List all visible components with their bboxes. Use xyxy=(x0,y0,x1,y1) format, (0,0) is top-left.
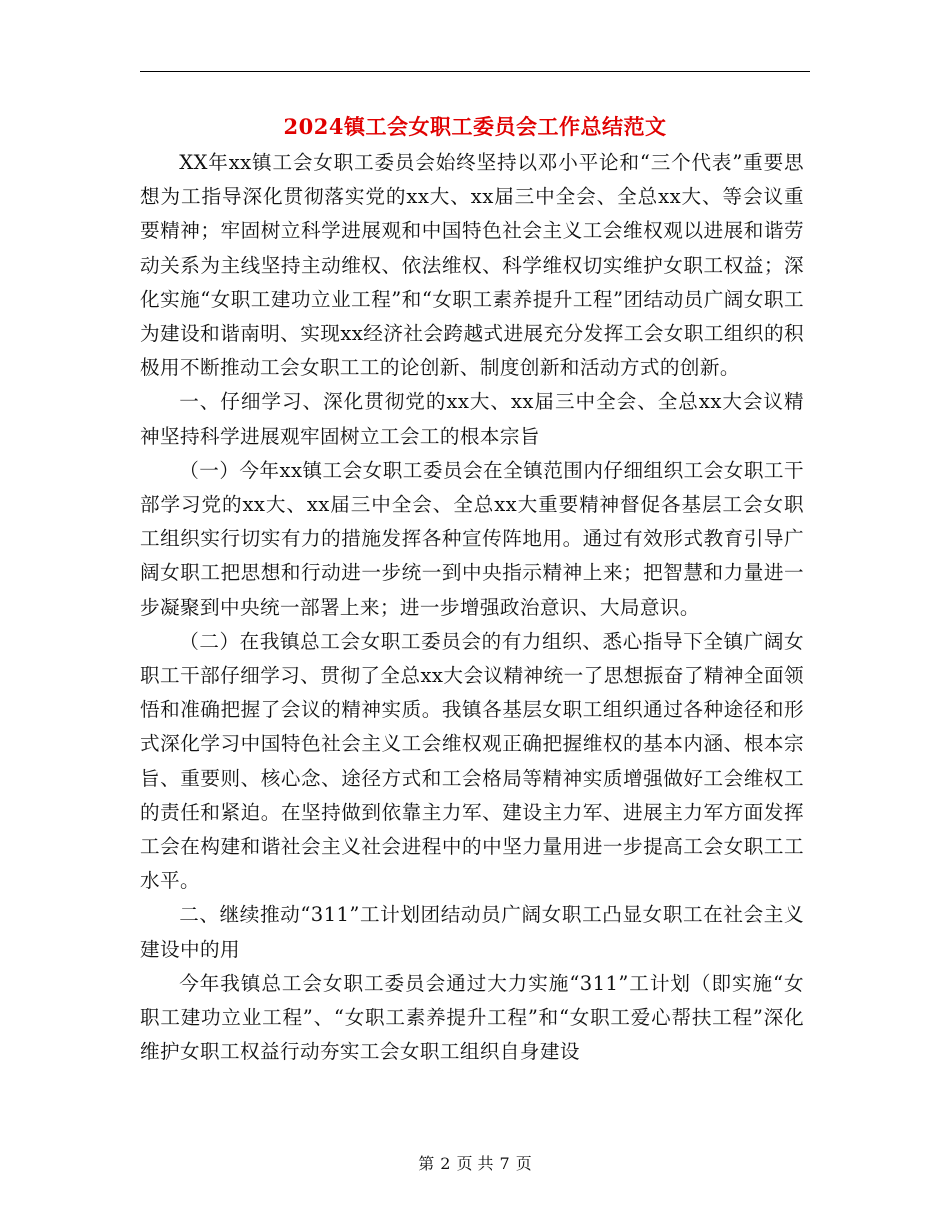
paragraph-2-1: 今年我镇总工会女职工委员会通过大力实施“311”工计划（即实施“女职工建功立业工程”、“女职工素养提升工程”和“女职工爱心帮扶工程”深化维护女职工权益行动夯实工会女职工组织自身建设 xyxy=(140,971,804,1064)
paragraph-1-1: （一）今年xx镇工会女职工委员会在全镇范围内仔细组织工会女职工干部学习党的xx大、xx届三中全会、全总xx大重要精神督促各基层工会女职工组织实行切实有力的措施发挥各种宣传阵地用。通过有效形式教育引导广阔女职工把思想和行动进一步统一到中央指示精神上来；把智慧和力量进一步凝聚到中央统一部署上来；进一步增强政治意识、大局意识。 xyxy=(140,458,804,619)
footer-total-pages: 7 xyxy=(499,1154,510,1173)
section-heading-2: 二、继续推动“311”工计划团结动员广阔女职工凸显女职工在社会主义建设中的用 xyxy=(140,903,804,961)
document-body xyxy=(140,146,804,1069)
document-title: 2024镇工会女职工委员会工作总结范文 xyxy=(283,114,667,139)
paragraph-1-2: （二）在我镇总工会女职工委员会的有力组织、悉心指导下全镇广阔女职工干部仔细学习、贯彻了全总xx大会议精神统一了思想振奋了精神全面领悟和准确把握了会议的精神实质。我镇各基层女职工组织通过各种途径和形式深化学习中国特色社会主义工会维权观正确把握维权的基本内涵、根本宗旨、重要则、核心念、途径方式和工会格局等精神实质增强做好工会维权工的责任和紧迫。在坚持做到依靠主力军、建设主力军、进展主力军方面发挥工会在构建和谐社会主义社会进程中的中坚力量用进一步提高工会女职工工水平。 xyxy=(140,629,804,893)
footer-mid: 页 共 xyxy=(456,1154,494,1173)
footer-page-number: 2 xyxy=(440,1154,451,1173)
header-rule xyxy=(140,71,810,72)
page-footer xyxy=(140,1152,810,1176)
footer-suffix: 页 xyxy=(515,1154,532,1173)
footer-prefix: 第 xyxy=(418,1154,435,1173)
paragraph-intro: XX年xx镇工会女职工委员会始终坚持以邓小平论和“三个代表”重要思想为工指导深化贯彻落实党的xx大、xx届三中全会、全总xx大、等会议重要精神；牢固树立科学进展观和中国特色社会主义工会维权观以进展和谐劳动关系为主线坚持主动维权、依法维权、科学维权切实维护女职工权益；深化实施“女职工建功立业工程”和“女职工素养提升工程”团结动员广阔女职工为建设和谐南明、实现xx经济社会跨越式进展充分发挥工会女职工组织的积极用不断推动工会女职工工的论创新、制度创新和活动方式的创新。 xyxy=(140,151,804,380)
section-heading-1: 一、仔细学习、深化贯彻党的xx大、xx届三中全会、全总xx大会议精神坚持科学进展观牢固树立工会工的根本宗旨 xyxy=(140,390,804,448)
